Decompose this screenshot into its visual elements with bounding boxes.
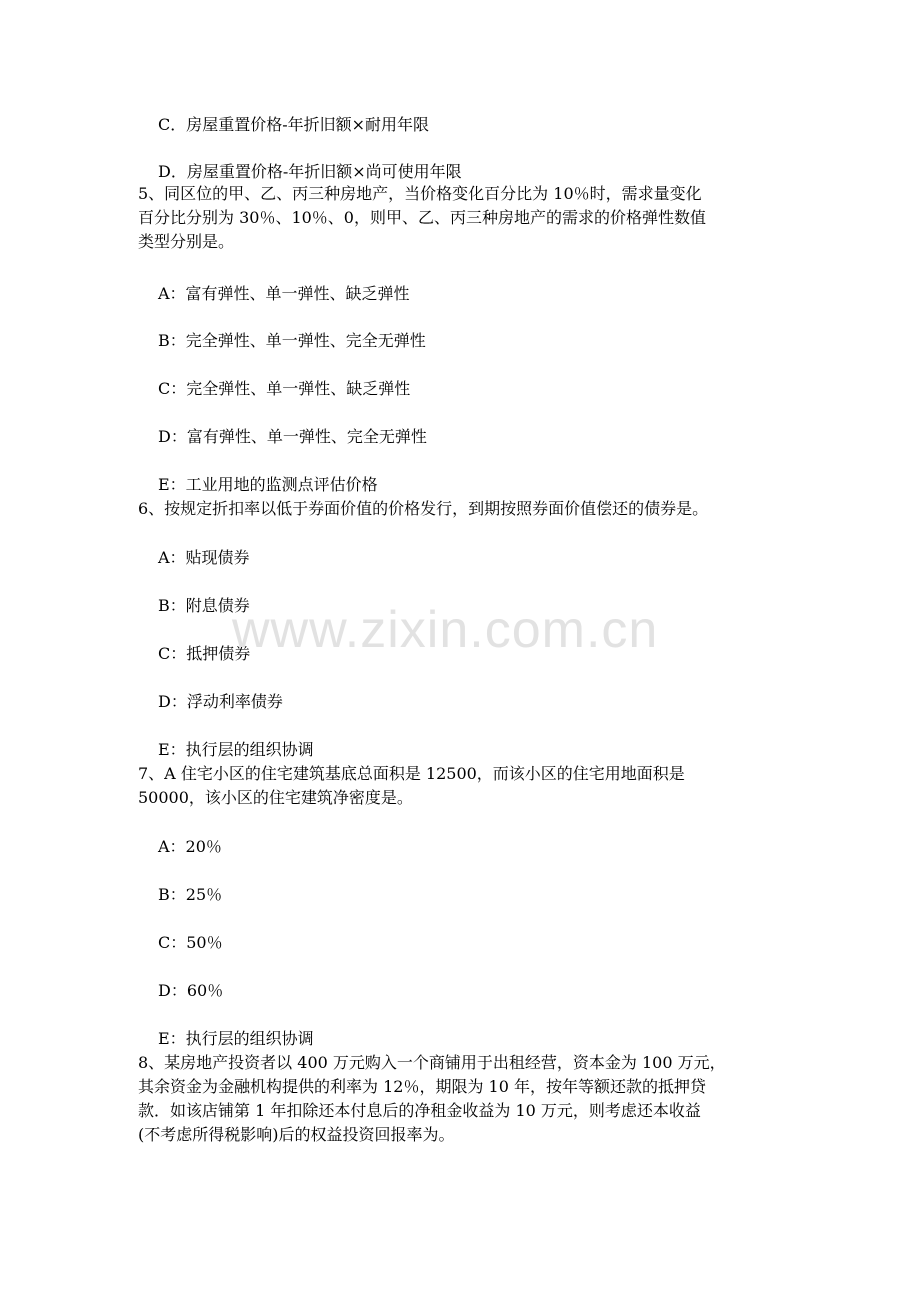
q5-stem-line-1: 5、同区位的甲、乙、丙三种房地产，当价格变化百分比为 10％时，需求量变化 xyxy=(138,184,702,203)
watermark-text: www.zixin.com.cn xyxy=(232,601,659,659)
q5-option-e: E：工业用地的监测点评估价格 xyxy=(158,475,378,494)
q6-option-a: A：贴现债券 xyxy=(158,548,250,567)
q7-option-c: C：50％ xyxy=(158,933,223,952)
q7-stem-line-2: 50000，该小区的住宅建筑净密度是。 xyxy=(138,788,413,807)
q5-option-c: C：完全弹性、单一弹性、缺乏弹性 xyxy=(158,379,411,398)
q4-option-d: D．房屋重置价格-年折旧额×尚可使用年限 xyxy=(158,162,462,181)
q6-option-e: E：执行层的组织协调 xyxy=(158,740,314,759)
q5-stem-line-2: 百分比分别为 30％、10％、0，则甲、乙、丙三种房地产的需求的价格弹性数值 xyxy=(138,208,706,227)
q8-stem-line-3: 款．如该店铺第 1 年扣除还本付息后的净租金收益为 10 万元，则考虑还本收益 xyxy=(138,1101,701,1120)
q7-stem-line-1: 7、A 住宅小区的住宅建筑基底总面积是 12500，而该小区的住宅用地面积是 xyxy=(138,764,685,783)
q6-option-b: B：附息债券 xyxy=(158,596,250,615)
q7-option-d: D：60％ xyxy=(158,981,224,1000)
q4-option-c: C．房屋重置价格-年折旧额×耐用年限 xyxy=(158,115,430,134)
q6-stem-line-1: 6、按规定折扣率以低于券面价值的价格发行，到期按照券面价值偿还的债券是。 xyxy=(138,499,709,518)
q8-stem-line-2: 其余资金为金融机构提供的利率为 12％，期限为 10 年，按年等额还款的抵押贷 xyxy=(138,1077,706,1096)
q5-option-b: B：完全弹性、单一弹性、完全无弹性 xyxy=(158,331,426,350)
q7-option-b: B：25％ xyxy=(158,885,223,904)
q6-option-c: C：抵押债券 xyxy=(158,644,251,663)
q5-option-a: A：富有弹性、单一弹性、缺乏弹性 xyxy=(158,284,410,303)
q8-stem-line-1: 8、某房地产投资者以 400 万元购入一个商铺用于出租经营，资本金为 100 万元， xyxy=(138,1053,726,1072)
q8-stem-line-4: (不考虑所得税影响)后的权益投资回报率为。 xyxy=(138,1125,455,1144)
q5-option-d: D：富有弹性、单一弹性、完全无弹性 xyxy=(158,427,427,446)
q7-option-e: E：执行层的组织协调 xyxy=(158,1029,314,1048)
q7-option-a: A：20％ xyxy=(158,837,222,856)
q6-option-d: D：浮动利率债券 xyxy=(158,692,283,711)
q5-stem-line-3: 类型分别是。 xyxy=(138,232,235,251)
